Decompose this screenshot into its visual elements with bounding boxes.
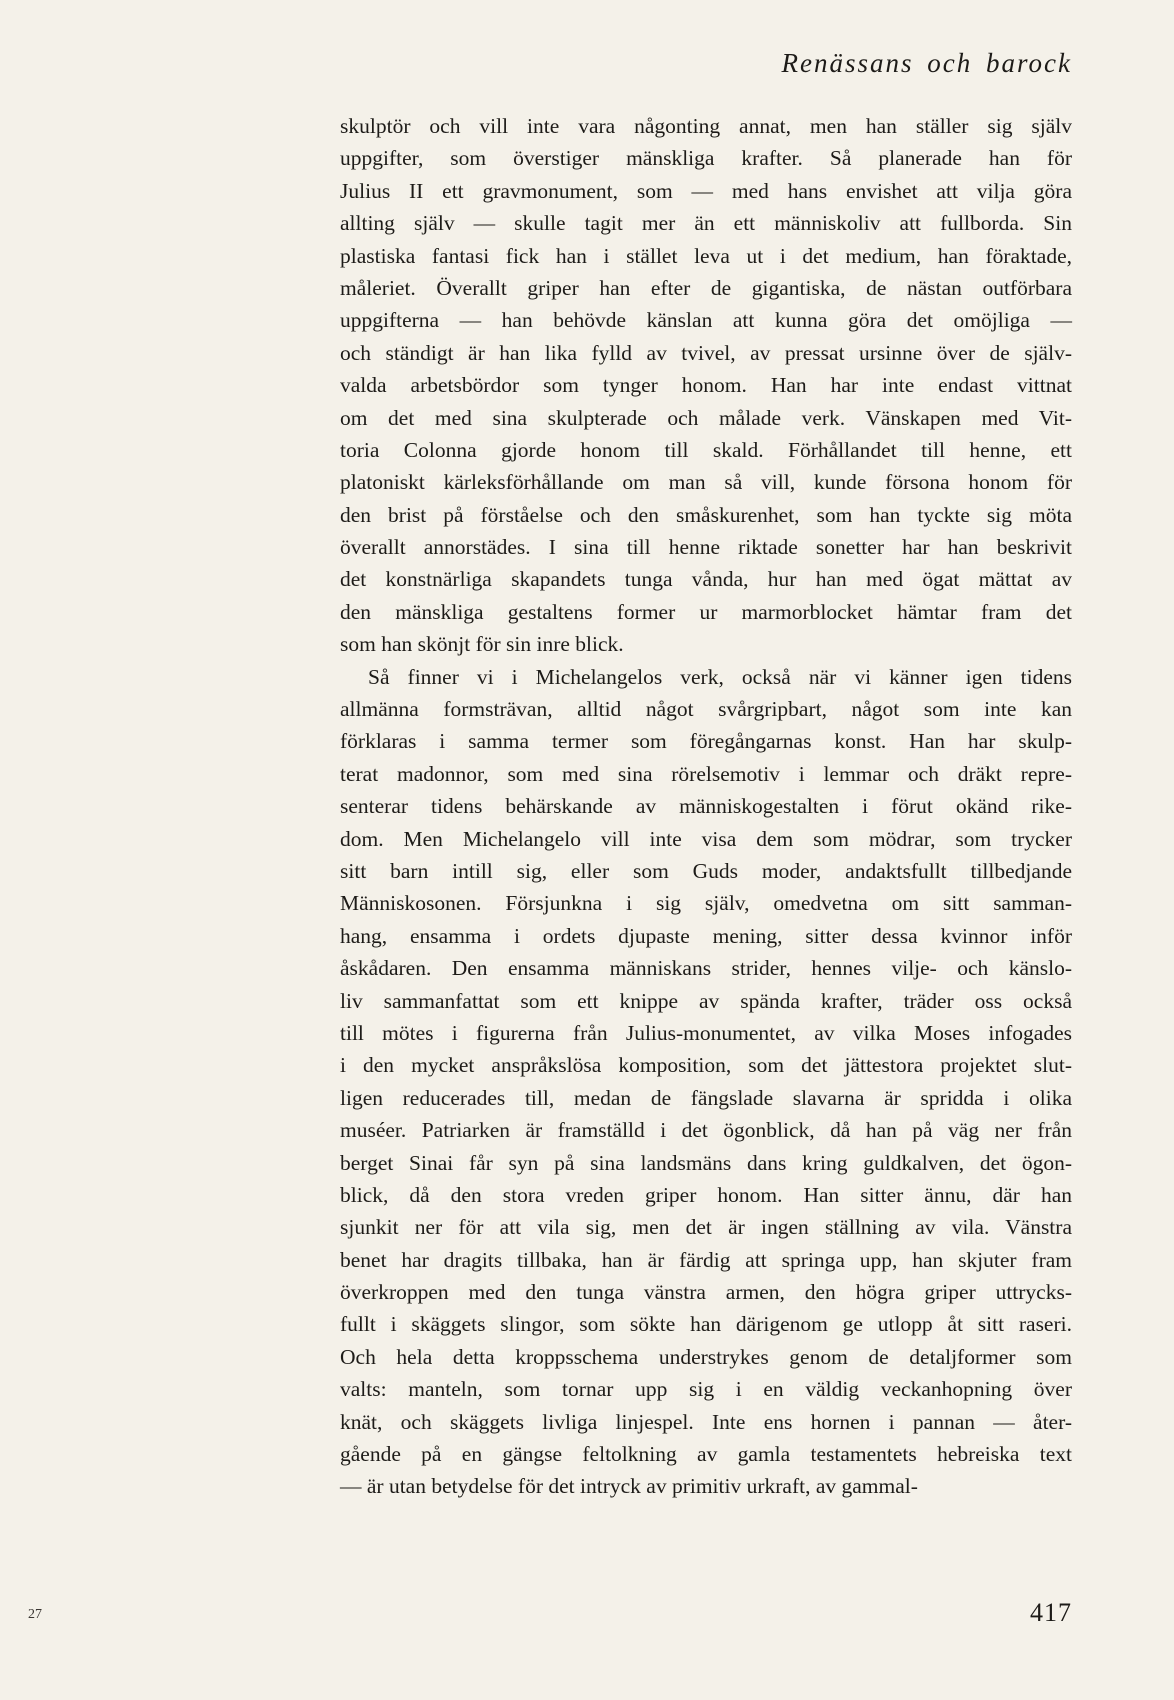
text-line: förklaras i samma termer som föregångarnas konst. Han har skulp- [340, 729, 1072, 754]
text-line: skulptör och vill inte vara någonting annat, men han ställer sig själv [340, 114, 1072, 138]
text-line: om det med sina skulpterade och målade verk. Vänskapen med Vit- [340, 405, 1072, 430]
paragraph [340, 110, 1072, 661]
text-line: den brist på förståelse och den småskurenhet, som han tyckte sig möta [340, 502, 1072, 527]
text-line: Och hela detta kroppsschema understrykes genom de detaljformer som [340, 1344, 1072, 1369]
text-line: uppgifterna — han behövde känslan att kunna göra det omöjliga — [340, 308, 1072, 333]
text-line: senterar tidens behärskande av människogestalten i förut okänd rike- [340, 794, 1072, 819]
text-line: allmänna formsträvan, alltid något svårgripbart, något som inte kan [340, 697, 1072, 722]
text-line: hang, ensamma i ordets djupaste mening, sitter dessa kvinnor inför [340, 923, 1072, 948]
text-line: Så finner vi i Michelangelos verk, också när vi känner igen tidens [368, 664, 1072, 689]
text-line: muséer. Patriarken är framställd i det ögonblick, då han på väg ner från [340, 1118, 1072, 1143]
text-line: till mötes i figurerna från Julius-monumentet, av vilka Moses infogades [340, 1020, 1072, 1045]
text-line: liv sammanfattat som ett knippe av spända krafter, träder oss också [340, 988, 1072, 1013]
text-line: valda arbetsbördor som tynger honom. Han har inte endast vittnat [340, 373, 1072, 398]
text-line: Julius II ett gravmonument, som — med hans envishet att vilja göra [340, 178, 1072, 203]
text-line: knät, och skäggets livliga linjespel. Inte ens hornen i pannan — åter- [340, 1409, 1072, 1434]
text-line: åskådaren. Den ensamma människans strider, hennes vilje- och känslo- [340, 956, 1072, 981]
signature-mark: 27 [28, 1607, 42, 1622]
running-head: Renässans och barock [781, 48, 1072, 78]
text-line: allting själv — skulle tagit mer än ett människoliv att fullborda. Sin [340, 211, 1072, 236]
text-line: och ständigt är han lika fylld av tvivel, av pressat ursinne över de själv- [340, 340, 1072, 365]
text-line: gående på en gängse feltolkning av gamla testamentets hebreiska text [340, 1442, 1072, 1467]
text-line: i den mycket anspråkslösa komposition, som det jättestora projektet slut- [340, 1053, 1072, 1078]
text-line: ligen reducerades till, medan de fängslade slavarna är spridda i olika [340, 1085, 1072, 1110]
text-line: sitt barn intill sig, eller som Guds moder, andaktsfullt tillbedjande [340, 858, 1072, 883]
text-line: platoniskt kärleksförhållande om man så vill, kunde försona honom för [340, 470, 1072, 495]
text-line: sjunkit ner för att vila sig, men det är ingen ställning av vila. Vänstra [340, 1215, 1072, 1240]
text-line: valts: manteln, som tornar upp sig i en väldig veckanhopning över [340, 1377, 1072, 1402]
text-line: som han skönjt för sin inre blick. [340, 632, 624, 657]
text-line: dom. Men Michelangelo vill inte visa dem som mödrar, som trycker [340, 826, 1072, 851]
page-number: 417 [1030, 1598, 1072, 1627]
text-line: måleriet. Överallt griper han efter de gigantiska, de nästan outförbara [340, 275, 1072, 300]
text-line: fullt i skäggets slingor, som sökte han därigenom ge utlopp åt sitt raseri. [340, 1312, 1072, 1337]
text-line: överkroppen med den tunga vänstra armen, den högra griper uttrycks- [340, 1280, 1072, 1305]
text-line: terat madonnor, som med sina rörelsemotiv i lemmar och dräkt repre- [340, 761, 1072, 786]
text-line: toria Colonna gjorde honom till skald. Förhållandet till henne, ett [340, 437, 1072, 462]
body-text [340, 110, 1072, 1503]
text-line: den mänskliga gestaltens former ur marmorblocket hämtar fram det [340, 599, 1072, 624]
text-line: blick, då den stora vreden griper honom. Han sitter ännu, där han [340, 1182, 1072, 1207]
text-line: uppgifter, som överstiger mänskliga krafter. Så planerade han för [340, 146, 1072, 171]
text-line: överallt annorstädes. I sina till henne riktade sonetter har han beskrivit [340, 535, 1072, 560]
paragraph [340, 661, 1072, 1503]
text-line: benet har dragits tillbaka, han är färdig att springa upp, han skjuter fram [340, 1247, 1072, 1272]
text-line: plastiska fantasi fick han i stället leva ut i det medium, han föraktade, [340, 243, 1072, 268]
text-line: — är utan betydelse för det intryck av primitiv urkraft, av gammal- [340, 1474, 918, 1499]
text-line: det konstnärliga skapandets tunga vånda, hur han med ögat mättat av [340, 567, 1072, 592]
text-line: berget Sinai får syn på sina landsmäns dans kring guldkalven, det ögon- [340, 1150, 1072, 1175]
text-line: Människosonen. Försjunkna i sig själv, omedvetna om sitt samman- [340, 891, 1072, 916]
